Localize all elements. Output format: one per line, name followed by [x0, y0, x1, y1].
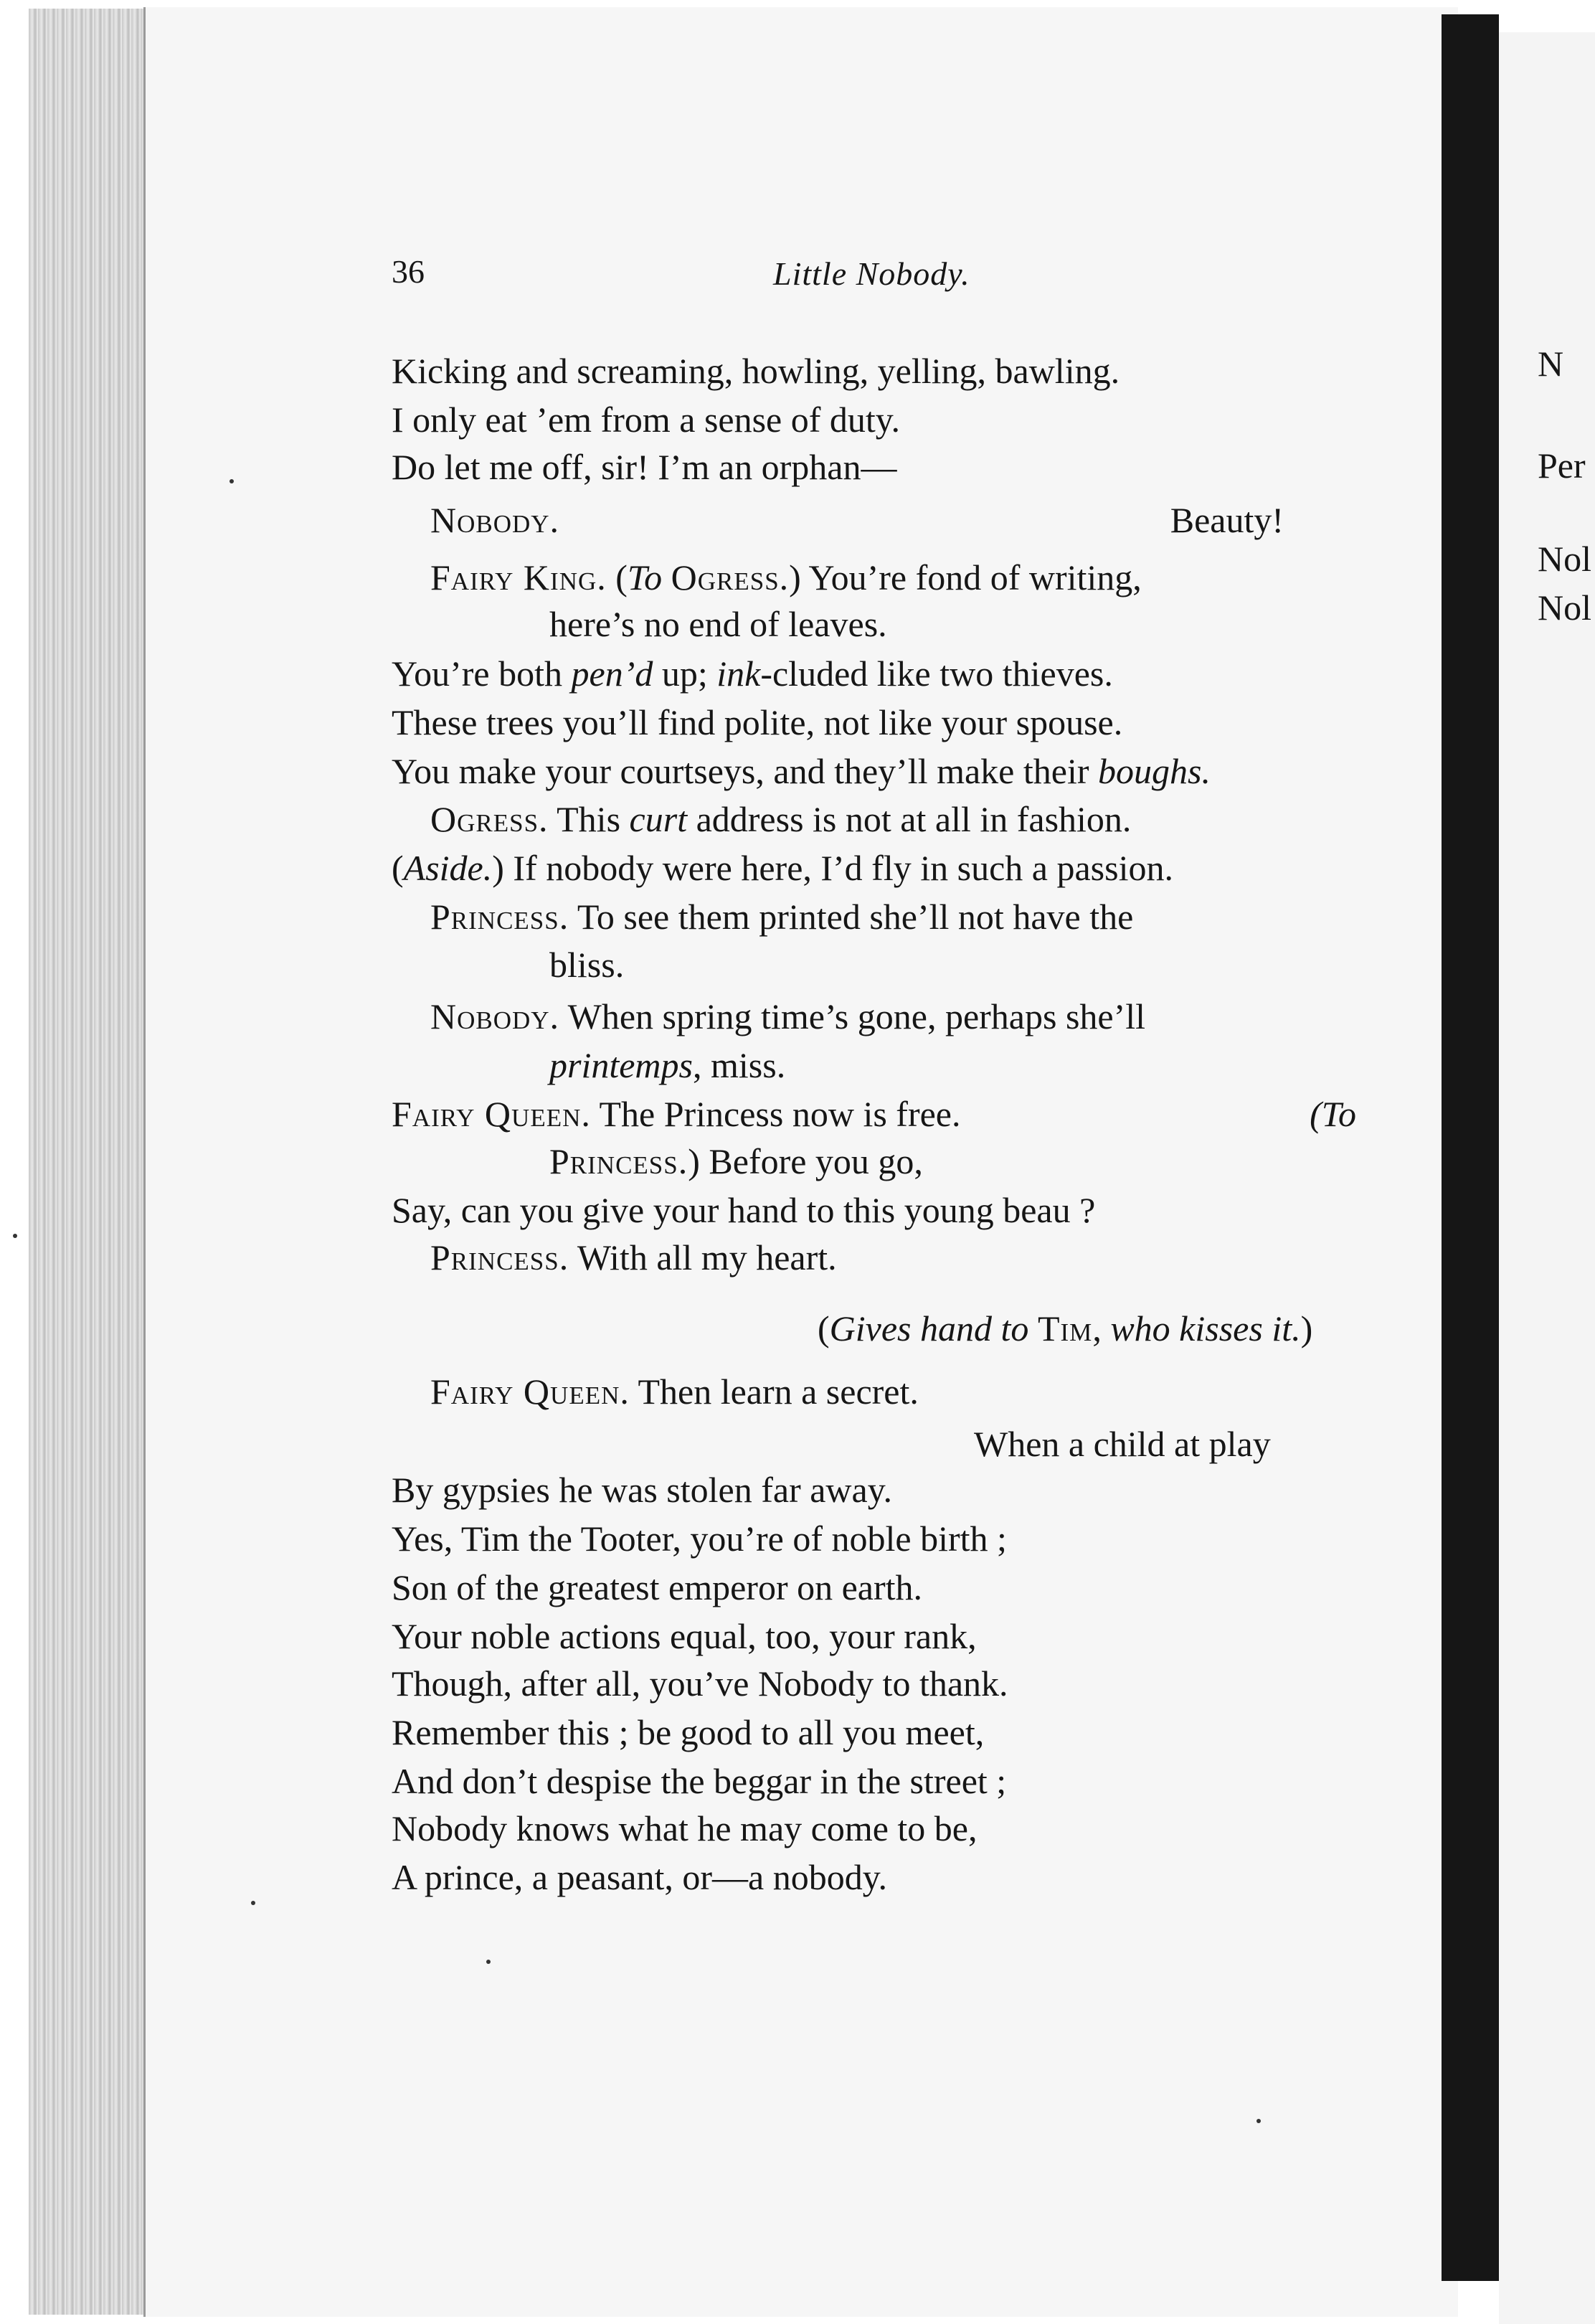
speaker-name: Nobody. — [430, 500, 560, 540]
speech-line: Princess. To see them printed she’ll not have the — [430, 897, 1134, 937]
verse-line: Say, can you give your hand to this young beau ? — [392, 1190, 1096, 1230]
speaker-name: Princess. — [549, 1141, 688, 1181]
verse-line: These trees you’ll find polite, not like your spouse. — [392, 702, 1123, 742]
speaker-name: Nobody. — [430, 996, 560, 1036]
speaker-name: Princess. — [430, 897, 569, 937]
speech-line: Ogress. This curt address is not at all in fashion. — [430, 799, 1132, 839]
verse-line: You make your courtseys, and they’ll make their boughs. — [392, 751, 1211, 791]
verse-line: When a child at play — [974, 1424, 1271, 1464]
verse-line: I only eat ’em from a sense of duty. — [392, 400, 901, 440]
verse-line: Remember this ; be good to all you meet, — [392, 1712, 985, 1752]
speaker-name: Ogress. — [430, 799, 549, 839]
page-number: 36 — [392, 253, 425, 290]
paper-speck — [486, 1960, 491, 1964]
facing-fragment: Nol — [1538, 539, 1591, 579]
verse-line: A prince, a peasant, or—a nobody. — [392, 1857, 887, 1897]
running-title: Little Nobody. — [773, 255, 970, 292]
speech-line: Fairy King. (To Ogress.) You’re fond of writing, — [430, 557, 1142, 597]
paper-speck — [1256, 2119, 1261, 2123]
speech-line: Nobody. When spring time’s gone, perhaps she’ll — [430, 996, 1146, 1036]
speech-text: ) You’re fond of writing, — [789, 557, 1142, 597]
verse-line: printemps, miss. — [549, 1045, 786, 1085]
verse-line: here’s no end of leaves. — [549, 604, 887, 644]
stage-direction: (To — [1310, 1094, 1356, 1134]
speech-line: Princess. With all my heart. — [430, 1237, 837, 1277]
speech-line: Princess.) Before you go, — [549, 1141, 923, 1181]
verse-line: (Aside.) If nobody were here, I’d fly in such a passion. — [392, 848, 1173, 888]
speech-text: Beauty! — [1170, 500, 1284, 540]
paper-speck — [251, 1901, 255, 1905]
verse-line: Your noble actions equal, too, your rank, — [392, 1616, 977, 1656]
verse-line: And don’t despise the beggar in the street ; — [392, 1761, 1007, 1801]
speaker-name: Fairy King. — [430, 557, 607, 597]
paper-speck — [229, 479, 234, 483]
verse-line: By gypsies he was stolen far away. — [392, 1470, 892, 1510]
speaker-name: Fairy Queen. — [392, 1094, 591, 1134]
speech-line: Fairy Queen. The Princess now is free. (To — [392, 1094, 1356, 1134]
verse-line: Yes, Tim the Tooter, you’re of noble birth ; — [392, 1518, 1007, 1559]
verse-line: Though, after all, you’ve Nobody to thank. — [392, 1663, 1008, 1704]
speaker-name: Princess. — [430, 1237, 569, 1277]
verse-line: You’re both pen’d up; ink-cluded like two thieves. — [392, 653, 1113, 694]
speech-line: Fairy Queen. Then learn a secret. — [430, 1371, 919, 1412]
stage-direction: (Gives hand to Tim, who kisses it.) — [818, 1308, 1313, 1348]
facing-fragment: Per — [1538, 445, 1586, 486]
stage-direction: Aside. — [403, 848, 493, 888]
book-binding — [1442, 14, 1499, 2281]
paper-speck — [13, 1234, 17, 1238]
stage-direction: To — [627, 557, 663, 597]
verse-line: bliss. — [549, 945, 625, 985]
verse-line: Kicking and screaming, howling, yelling, bawling. — [392, 351, 1120, 391]
facing-fragment: Nol — [1538, 587, 1591, 628]
speaker-name: Fairy Queen. — [430, 1371, 630, 1412]
verse-line: Nobody knows what he may come to be, — [392, 1808, 978, 1848]
speech-line — [430, 502, 1284, 538]
speaker-name: Ogress. — [671, 557, 790, 597]
facing-fragment: N — [1538, 344, 1564, 384]
verse-line: Do let me off, sir! I’m an orphan— — [392, 447, 897, 487]
verse-line: Son of the greatest emperor on earth. — [392, 1567, 923, 1607]
